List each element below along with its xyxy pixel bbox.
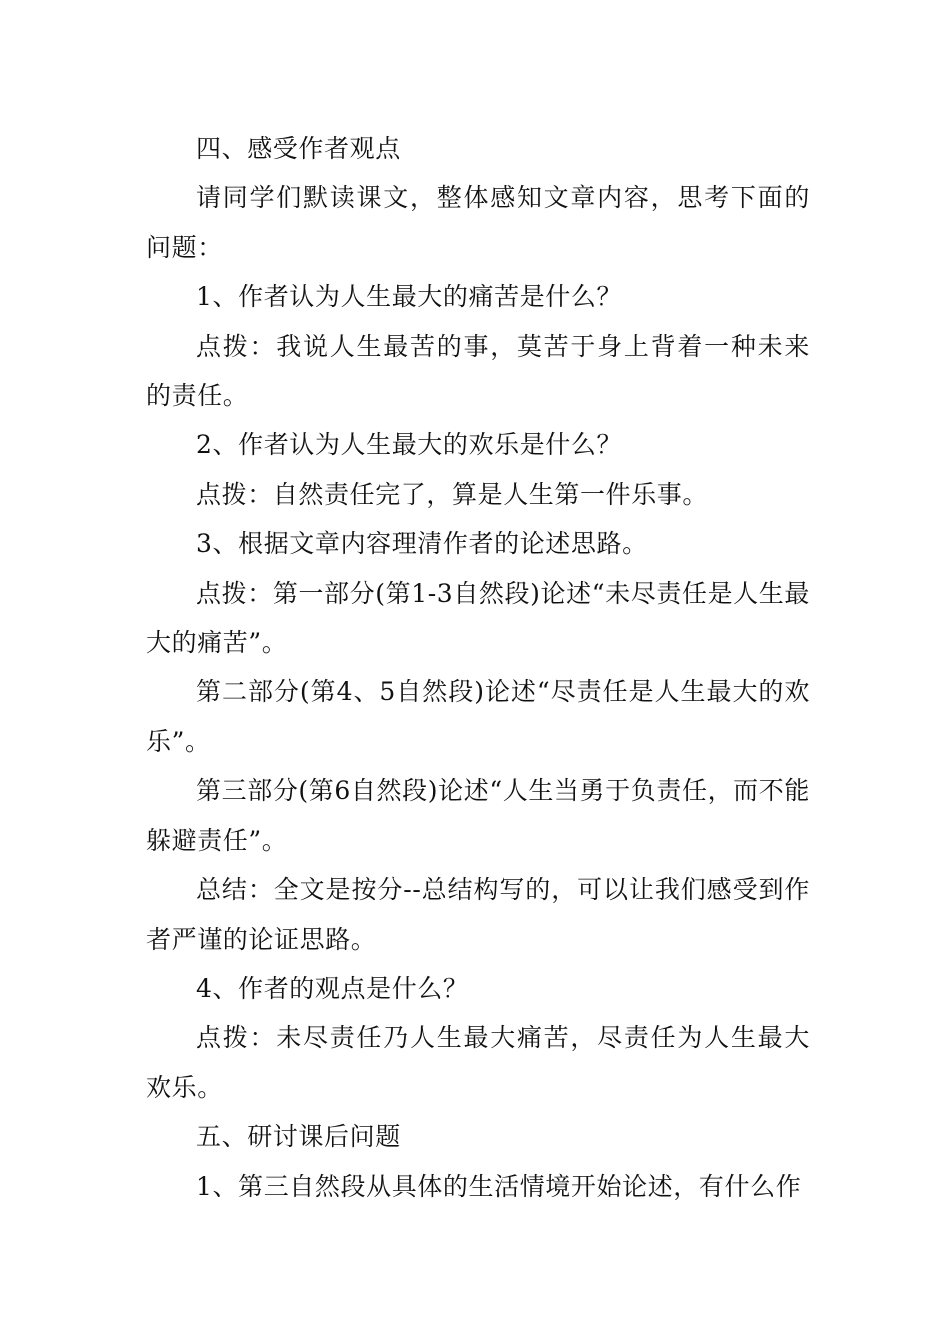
answer-3-part-3: 第三部分(第6自然段)论述“人生当勇于负责任，而不能躲避责任”。	[146, 776, 810, 855]
question-4: 4、作者的观点是什么？	[196, 973, 469, 1003]
answer-3-summary: 总结：全文是按分--总结构写的，可以让我们感受到作者严谨的论证思路。	[146, 875, 810, 954]
answer-3-part-2: 第二部分(第4、5自然段)论述“尽责任是人生最大的欢乐”。	[146, 677, 810, 756]
answer-2: 点拨：自然责任完了，算是人生第一件乐事。	[196, 479, 709, 509]
answer-3-part-1: 点拨：第一部分(第1-3自然段)论述“未尽责任是人生最大的痛苦”。	[146, 578, 810, 658]
answer-4: 点拨：未尽责任乃人生最大痛苦，尽责任为人生最大欢乐。	[146, 1023, 810, 1102]
question-2: 2、作者认为人生最大的欢乐是什么？	[196, 430, 623, 460]
question-1: 1、作者认为人生最大的痛苦是什么？	[196, 282, 623, 312]
document-body	[146, 124, 810, 1211]
discussion-question-1: 1、第三自然段从具体的生活情境开始论述，有什么作	[196, 1171, 802, 1201]
instruction-paragraph: 请同学们默读课文，整体感知文章内容，思考下面的问题：	[146, 183, 810, 262]
answer-1: 点拨：我说人生最苦的事，莫苦于身上背着一种未来的责任。	[146, 331, 810, 411]
section-heading-four: 四、感受作者观点	[196, 134, 401, 163]
question-3: 3、根据文章内容理清作者的论述思路。	[196, 529, 648, 559]
section-heading-five: 五、研讨课后问题	[196, 1122, 401, 1152]
